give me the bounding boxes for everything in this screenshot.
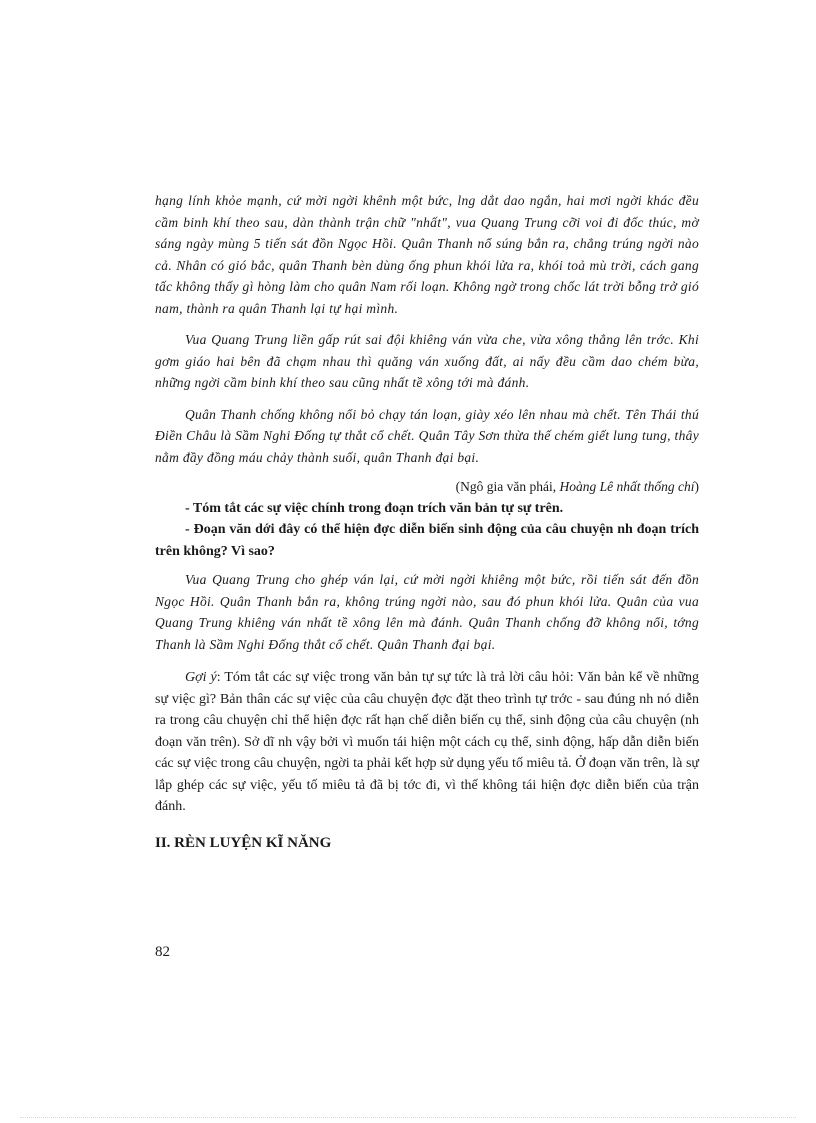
page-body: [155, 190, 699, 854]
summary-paragraph: Vua Quang Trung cho ghép ván lại, cứ mời ngời khiêng một bức, rồi tiến sát đến đồn Ngọc Hồi. Quân Thanh bắn ra, không trúng ngời nào, sau đó phun khói lửa. Quân của vua Quang Trung khiêng ván nhất tề xông lên mà đánh. Quân Thanh chống đỡ không nổi, tớng Thanh là Sầm Nghi Đống thắt cổ chết. Quân Thanh đại bại.: [155, 572, 699, 652]
question-2: - Đoạn văn dới đây có thể hiện đợc diễn biến sinh động của câu chuyện nh đoạn trích trên không? Vì sao?: [155, 522, 699, 559]
page-bottom-divider: [20, 1117, 796, 1118]
question-1: - Tóm tắt các sự việc chính trong đoạn trích văn bản tự sự trên.: [185, 500, 564, 516]
passage-paragraph-3: Quân Thanh chống không nổi bỏ chạy tán loạn, giày xéo lên nhau mà chết. Tên Thái thú Điền Châu là Sầm Nghi Đống tự thắt cổ chết. Quân Tây Sơn thừa thế chém giết lung tung, thây nằm đầy đồng máu chảy thành suối, quân Thanh đại bại.: [155, 406, 699, 465]
hint-label: Gợi ý: [185, 670, 217, 685]
passage-paragraph-1: hạng lính khỏe mạnh, cứ mời ngời khênh một bức, lng dắt dao ngắn, hai mơi ngời khác đều cầm binh khí theo sau, dàn thành trận chữ "nhất", vua Quang Trung cỡi voi đi đốc thúc, mờ sáng ngày mùng 5 tiến sát đồn Ngọc Hồi. Quân Thanh nổ súng bắn ra, chẳng trúng ngời nào cả. Nhân có gió bắc, quân Thanh bèn dùng ống phun khói lửa ra, khói toả mù trời, cách gang tấc không thấy gì hòng làm cho quân Nam rối loạn. Không ngờ trong chốc lát trời bỗng trở gió nam, thành ra quân Thanh lại tự hại mình.: [155, 193, 699, 316]
hint-text: : Tóm tắt các sự việc trong văn bản tự sự tức là trả lời câu hỏi: Văn bản kể về những sự việc gì? Bản thân các sự việc của câu chuyện đợc đặt theo trình tự trớc - sau đúng nh nó diễn ra trong câu chuyện chỉ thể hiện đợc rất hạn chế diễn biến cụ thể, sinh động của câu chuyện (nh đoạn văn trên). Sở dĩ nh vậy bởi vì muốn tái hiện một cách cụ thể, sinh động, hấp dẫn diễn biến các sự việc trong câu chuyện, ngời ta phải kết hợp sử dụng yếu tố miêu tả. Ở đoạn văn trên, là sự lắp ghép các sự việc, yếu tố miêu tả đã bị tớc đi, vì thế không tái hiện đợc diễn biến của trận đánh.: [155, 670, 700, 814]
hint-paragraph: [155, 667, 699, 818]
passage-paragraph-2: Vua Quang Trung liền gấp rút sai đội khiêng ván vừa che, vừa xông thẳng lên trớc. Khi gơm giáo hai bên đã chạm nhau thì quăng ván xuống đất, ai nấy đều cầm dao chém bừa, những ngời cầm binh khí theo sau cũng nhất tề xông tới mà đánh.: [155, 332, 699, 390]
source-citation: [155, 476, 699, 498]
citation-prefix: (Ngô gia văn phái,: [455, 479, 560, 494]
section-heading: II. RÈN LUYỆN KĨ NĂNG: [155, 834, 332, 851]
page-number: 82: [155, 944, 170, 960]
citation-suffix: ): [694, 479, 699, 494]
citation-title: Hoàng Lê nhất thống chí: [559, 479, 695, 494]
